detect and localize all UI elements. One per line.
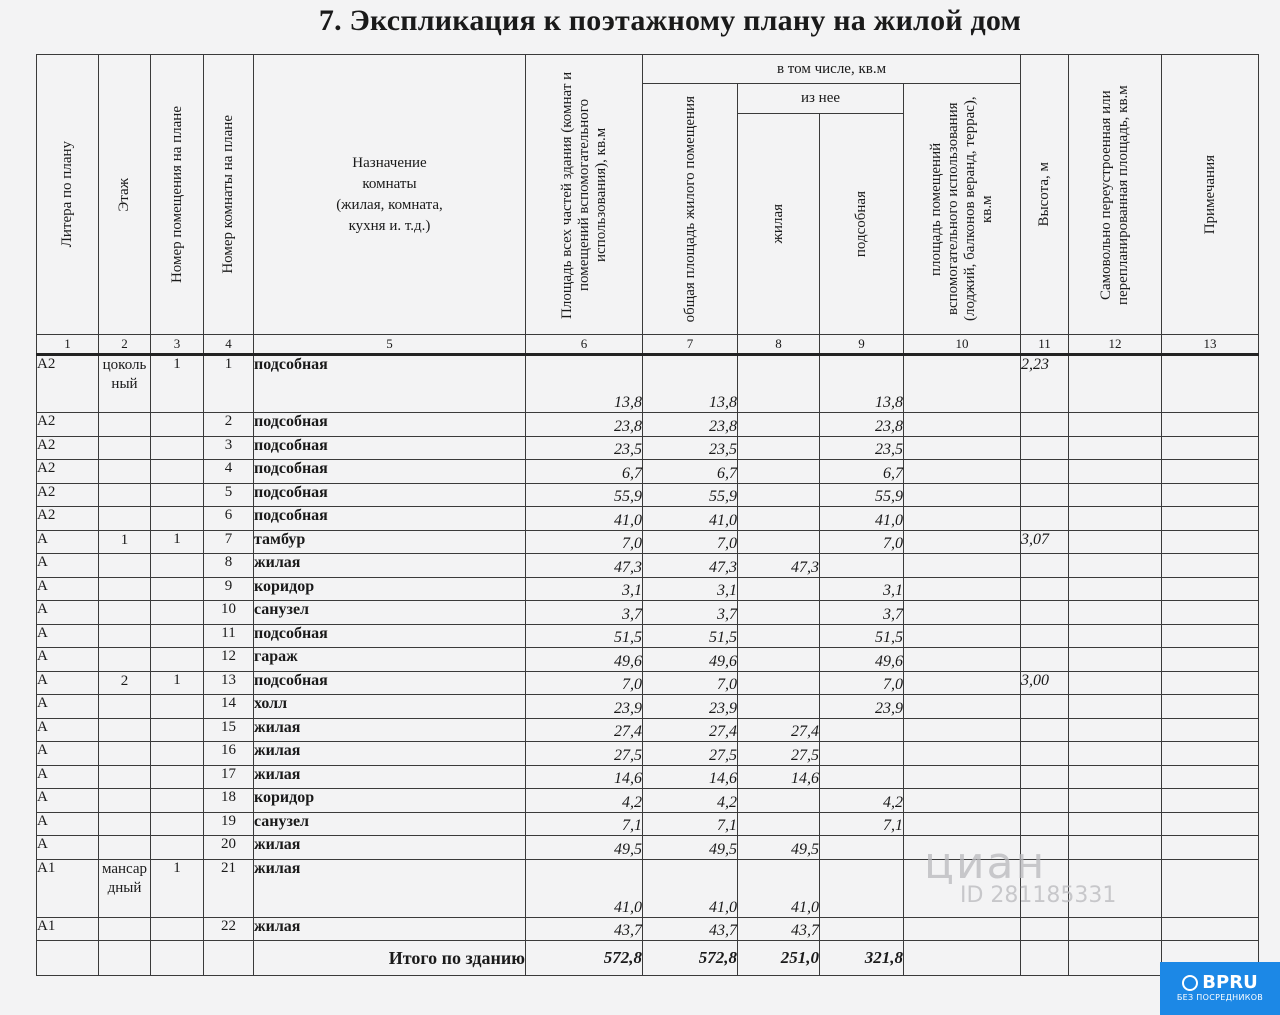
table-row — [37, 812, 1259, 836]
cell-floor — [99, 765, 151, 789]
cell-height: 2,23 — [1021, 355, 1069, 413]
cell-area: 7,0 — [526, 530, 643, 554]
cell-lit: А1 — [37, 917, 99, 941]
table-row — [37, 507, 1259, 531]
cell-room_no — [151, 695, 204, 719]
cell-aux: 3,7 — [820, 601, 904, 625]
cell-area: 6,7 — [526, 460, 643, 484]
total-aux: 321,8 — [820, 941, 904, 976]
cell-lit: А — [37, 624, 99, 648]
cell-lit: А — [37, 671, 99, 695]
cell-living — [738, 436, 820, 460]
cell-name: подсобная — [254, 483, 526, 507]
cell-lit: А — [37, 789, 99, 813]
cell-name: жилая — [254, 917, 526, 941]
cell-aux: 41,0 — [820, 507, 904, 531]
table-row — [37, 460, 1259, 484]
cell-area: 47,3 — [526, 554, 643, 578]
cell-total: 6,7 — [643, 460, 738, 484]
cell-aux: 6,7 — [820, 460, 904, 484]
cell-name: подсобная — [254, 624, 526, 648]
cell-area: 14,6 — [526, 765, 643, 789]
cell-name: жилая — [254, 836, 526, 860]
table-row — [37, 577, 1259, 601]
cell-lit: А2 — [37, 460, 99, 484]
cell-room_no — [151, 765, 204, 789]
cell-height — [1021, 765, 1069, 789]
cell-floor — [99, 436, 151, 460]
table-row — [37, 789, 1259, 813]
cell-aux: 7,0 — [820, 530, 904, 554]
cell-name: подсобная — [254, 413, 526, 437]
cell-area: 43,7 — [526, 917, 643, 941]
cell-living — [738, 624, 820, 648]
cell-name: жилая — [254, 554, 526, 578]
header-group-incl: в том числе, кв.м — [643, 55, 1021, 84]
cell-aux — [820, 718, 904, 742]
cell-living — [738, 812, 820, 836]
cell-n: 6 — [204, 507, 254, 531]
cell-n: 9 — [204, 577, 254, 601]
cell-aux — [820, 917, 904, 941]
table-row — [37, 648, 1259, 672]
cell-total: 3,7 — [643, 601, 738, 625]
table-row — [37, 765, 1259, 789]
cell-living — [738, 695, 820, 719]
cell-name: жилая — [254, 859, 526, 917]
badge-sub: БЕЗ ПОСРЕДНИКОВ — [1176, 993, 1264, 1002]
cell-n: 18 — [204, 789, 254, 813]
cell-room_no: 1 — [151, 530, 204, 554]
cell-name: коридор — [254, 789, 526, 813]
cell-aux: 4,2 — [820, 789, 904, 813]
cell-area: 13,8 — [526, 355, 643, 413]
cell-height: 3,07 — [1021, 530, 1069, 554]
cell-room_no — [151, 460, 204, 484]
cell-n: 1 — [204, 355, 254, 413]
cell-aux — [820, 554, 904, 578]
cell-area: 23,9 — [526, 695, 643, 719]
cell-aux: 7,1 — [820, 812, 904, 836]
cell-n: 3 — [204, 436, 254, 460]
cell-living — [738, 530, 820, 554]
cell-area: 27,5 — [526, 742, 643, 766]
cell-height — [1021, 507, 1069, 531]
cell-lit: А2 — [37, 507, 99, 531]
cell-living — [738, 413, 820, 437]
cell-total: 41,0 — [643, 507, 738, 531]
cell-aux — [820, 836, 904, 860]
badge-name: BPRU — [1202, 972, 1258, 993]
cell-lit: А — [37, 836, 99, 860]
cell-room_no — [151, 648, 204, 672]
cell-living: 27,4 — [738, 718, 820, 742]
table-row — [37, 601, 1259, 625]
cell-area: 51,5 — [526, 624, 643, 648]
cell-total: 43,7 — [643, 917, 738, 941]
cell-aux: 55,9 — [820, 483, 904, 507]
cell-room_no — [151, 436, 204, 460]
cell-height — [1021, 812, 1069, 836]
cell-total: 23,5 — [643, 436, 738, 460]
cell-area: 7,0 — [526, 671, 643, 695]
cell-height — [1021, 601, 1069, 625]
cell-living — [738, 507, 820, 531]
cell-total: 27,5 — [643, 742, 738, 766]
cell-floor — [99, 695, 151, 719]
cell-lit: А — [37, 554, 99, 578]
cell-floor: цокольный — [99, 355, 151, 413]
cell-lit: А2 — [37, 413, 99, 437]
cell-floor — [99, 554, 151, 578]
cell-area: 3,1 — [526, 577, 643, 601]
cell-room_no — [151, 836, 204, 860]
cell-total: 49,5 — [643, 836, 738, 860]
cell-lit: А — [37, 765, 99, 789]
cell-area: 49,5 — [526, 836, 643, 860]
document-title: 7. Экспликация к поэтажному плану на жилой дом — [318, 4, 1022, 37]
table-row — [37, 355, 1259, 413]
cell-living: 47,3 — [738, 554, 820, 578]
cell-aux: 13,8 — [820, 355, 904, 413]
cell-height — [1021, 917, 1069, 941]
cell-area: 4,2 — [526, 789, 643, 813]
cell-total: 27,4 — [643, 718, 738, 742]
table-row — [37, 671, 1259, 695]
cell-n: 21 — [204, 859, 254, 917]
cell-aux: 23,5 — [820, 436, 904, 460]
cell-room_no: 1 — [151, 859, 204, 917]
cell-n: 16 — [204, 742, 254, 766]
cell-lit: А — [37, 601, 99, 625]
table-row — [37, 742, 1259, 766]
cell-name: жилая — [254, 765, 526, 789]
cell-lit: А — [37, 695, 99, 719]
cell-lit: А2 — [37, 355, 99, 413]
cell-name: жилая — [254, 718, 526, 742]
cell-area: 23,5 — [526, 436, 643, 460]
cell-height — [1021, 413, 1069, 437]
cell-height — [1021, 483, 1069, 507]
cell-floor: 1 — [99, 530, 151, 554]
cell-height — [1021, 554, 1069, 578]
cell-height — [1021, 460, 1069, 484]
cell-height — [1021, 577, 1069, 601]
cell-total: 3,1 — [643, 577, 738, 601]
cell-room_no — [151, 917, 204, 941]
cell-n: 12 — [204, 648, 254, 672]
table-row — [37, 554, 1259, 578]
header-utility: подсобная — [820, 114, 904, 335]
cell-floor — [99, 507, 151, 531]
cell-room_no — [151, 554, 204, 578]
total-label: Итого по зданию — [254, 941, 526, 976]
cell-total: 7,0 — [643, 671, 738, 695]
cell-living: 41,0 — [738, 859, 820, 917]
cell-room_no — [151, 789, 204, 813]
cell-n: 10 — [204, 601, 254, 625]
cell-room_no: 1 — [151, 671, 204, 695]
cell-name: коридор — [254, 577, 526, 601]
cell-floor — [99, 742, 151, 766]
bpru-badge[interactable] — [1160, 962, 1280, 1015]
cell-lit: А — [37, 648, 99, 672]
table-row — [37, 718, 1259, 742]
cell-floor — [99, 648, 151, 672]
cell-area: 7,1 — [526, 812, 643, 836]
cell-room_no — [151, 624, 204, 648]
cell-height — [1021, 624, 1069, 648]
cell-floor — [99, 718, 151, 742]
cell-n: 8 — [204, 554, 254, 578]
table-row — [37, 917, 1259, 941]
header-floor: Этаж — [99, 55, 151, 335]
cell-aux — [820, 765, 904, 789]
people-icon — [1182, 975, 1198, 991]
total-living-area: 572,8 — [643, 941, 738, 976]
cell-aux: 23,9 — [820, 695, 904, 719]
cell-area: 27,4 — [526, 718, 643, 742]
total-area: 572,8 — [526, 941, 643, 976]
cell-n: 11 — [204, 624, 254, 648]
cell-area: 41,0 — [526, 507, 643, 531]
cell-area: 23,8 — [526, 413, 643, 437]
cell-name: подсобная — [254, 460, 526, 484]
cell-room_no — [151, 812, 204, 836]
cell-height — [1021, 648, 1069, 672]
cell-total: 41,0 — [643, 859, 738, 917]
cell-n: 5 — [204, 483, 254, 507]
cell-living — [738, 601, 820, 625]
cell-total: 4,2 — [643, 789, 738, 813]
cell-total: 49,6 — [643, 648, 738, 672]
header-room-plan-no: Номер комнаты на плане — [204, 55, 254, 335]
total-row — [37, 941, 1259, 976]
cell-total: 23,9 — [643, 695, 738, 719]
cell-height — [1021, 718, 1069, 742]
cell-living — [738, 789, 820, 813]
cell-living — [738, 671, 820, 695]
header-litera: Литера по плану — [37, 55, 99, 335]
cell-height — [1021, 436, 1069, 460]
cell-aux: 3,1 — [820, 577, 904, 601]
cell-aux — [820, 742, 904, 766]
cell-aux: 49,6 — [820, 648, 904, 672]
header-area-all: Площадь всех частей здания (комнат и помещений вспомогательного использования), кв.м — [526, 55, 643, 335]
watermark — [924, 838, 1116, 908]
cell-name: подсобная — [254, 671, 526, 695]
cell-aux: 51,5 — [820, 624, 904, 648]
cell-floor — [99, 624, 151, 648]
header-unauthorized: Самовольно переустроенная или перепланированная площадь, кв.м — [1069, 55, 1162, 335]
cell-n: 14 — [204, 695, 254, 719]
cell-floor: мансардный — [99, 859, 151, 917]
cell-room_no — [151, 507, 204, 531]
cell-floor — [99, 836, 151, 860]
header-total-living-area: общая площадь жилого помещения — [643, 84, 738, 335]
cell-living: 27,5 — [738, 742, 820, 766]
cell-n: 4 — [204, 460, 254, 484]
cell-floor — [99, 460, 151, 484]
cell-n: 17 — [204, 765, 254, 789]
cell-name: холл — [254, 695, 526, 719]
cell-name: санузел — [254, 812, 526, 836]
cell-height — [1021, 742, 1069, 766]
header-aux-area: площадь помещений вспомогательного использования (лоджий, балконов веранд, террас), кв.м — [904, 84, 1021, 335]
cell-total: 55,9 — [643, 483, 738, 507]
cell-floor — [99, 917, 151, 941]
table-row — [37, 436, 1259, 460]
cell-total: 7,1 — [643, 812, 738, 836]
cell-living: 43,7 — [738, 917, 820, 941]
cell-height — [1021, 789, 1069, 813]
cell-living: 14,6 — [738, 765, 820, 789]
cell-total: 47,3 — [643, 554, 738, 578]
cell-lit: А — [37, 530, 99, 554]
cell-room_no — [151, 483, 204, 507]
cell-n: 7 — [204, 530, 254, 554]
cell-living — [738, 460, 820, 484]
cell-floor — [99, 577, 151, 601]
header-height: Высота, м — [1021, 55, 1069, 335]
cell-n: 22 — [204, 917, 254, 941]
cell-floor — [99, 601, 151, 625]
cell-floor — [99, 483, 151, 507]
cell-floor — [99, 413, 151, 437]
cell-living — [738, 483, 820, 507]
cell-total: 14,6 — [643, 765, 738, 789]
cell-lit: А — [37, 742, 99, 766]
cell-total: 13,8 — [643, 355, 738, 413]
cell-area: 55,9 — [526, 483, 643, 507]
cell-room_no — [151, 601, 204, 625]
cell-name: жилая — [254, 742, 526, 766]
cell-total: 7,0 — [643, 530, 738, 554]
cell-lit: А1 — [37, 859, 99, 917]
table-row — [37, 413, 1259, 437]
header-room-no: Номер помещения на плане — [151, 55, 204, 335]
cell-total: 23,8 — [643, 413, 738, 437]
header-living: жилая — [738, 114, 820, 335]
cell-lit: А — [37, 577, 99, 601]
cell-floor — [99, 812, 151, 836]
cell-aux: 7,0 — [820, 671, 904, 695]
cell-lit: А — [37, 718, 99, 742]
table-row — [37, 624, 1259, 648]
cell-living — [738, 355, 820, 413]
total-living: 251,0 — [738, 941, 820, 976]
cell-living — [738, 577, 820, 601]
cell-n: 19 — [204, 812, 254, 836]
cell-name: подсобная — [254, 436, 526, 460]
cell-lit: А2 — [37, 483, 99, 507]
cell-n: 13 — [204, 671, 254, 695]
cell-name: подсобная — [254, 507, 526, 531]
cell-aux — [820, 859, 904, 917]
cell-floor — [99, 789, 151, 813]
cell-room_no — [151, 413, 204, 437]
table-row — [37, 695, 1259, 719]
cell-area: 41,0 — [526, 859, 643, 917]
header-purpose: Назначение комнаты (жилая, комната, кухня и. т.д.) — [254, 55, 526, 335]
cell-height: 3,00 — [1021, 671, 1069, 695]
header-notes: Примечания — [1162, 55, 1259, 335]
cell-living — [738, 648, 820, 672]
watermark-id: ID 281185331 — [960, 883, 1117, 908]
cell-floor: 2 — [99, 671, 151, 695]
header-group-of: из нее — [738, 84, 904, 114]
cell-room_no — [151, 718, 204, 742]
cell-name: тамбур — [254, 530, 526, 554]
cell-name: гараж — [254, 648, 526, 672]
cell-height — [1021, 695, 1069, 719]
cell-living: 49,5 — [738, 836, 820, 860]
column-numbers-row: 1 2 3 4 5 6 7 8 9 10 11 12 13 — [37, 335, 1259, 355]
cell-n: 20 — [204, 836, 254, 860]
cell-n: 15 — [204, 718, 254, 742]
cell-room_no: 1 — [151, 355, 204, 413]
table-row — [37, 530, 1259, 554]
cell-lit: А — [37, 812, 99, 836]
cell-name: подсобная — [254, 355, 526, 413]
cell-lit: А2 — [37, 436, 99, 460]
cell-total: 51,5 — [643, 624, 738, 648]
watermark-brand: циан — [924, 838, 1047, 889]
table-row — [37, 483, 1259, 507]
cell-room_no — [151, 577, 204, 601]
cell-aux: 23,8 — [820, 413, 904, 437]
cell-area: 49,6 — [526, 648, 643, 672]
cell-area: 3,7 — [526, 601, 643, 625]
cell-room_no — [151, 742, 204, 766]
cell-n: 2 — [204, 413, 254, 437]
cell-name: санузел — [254, 601, 526, 625]
